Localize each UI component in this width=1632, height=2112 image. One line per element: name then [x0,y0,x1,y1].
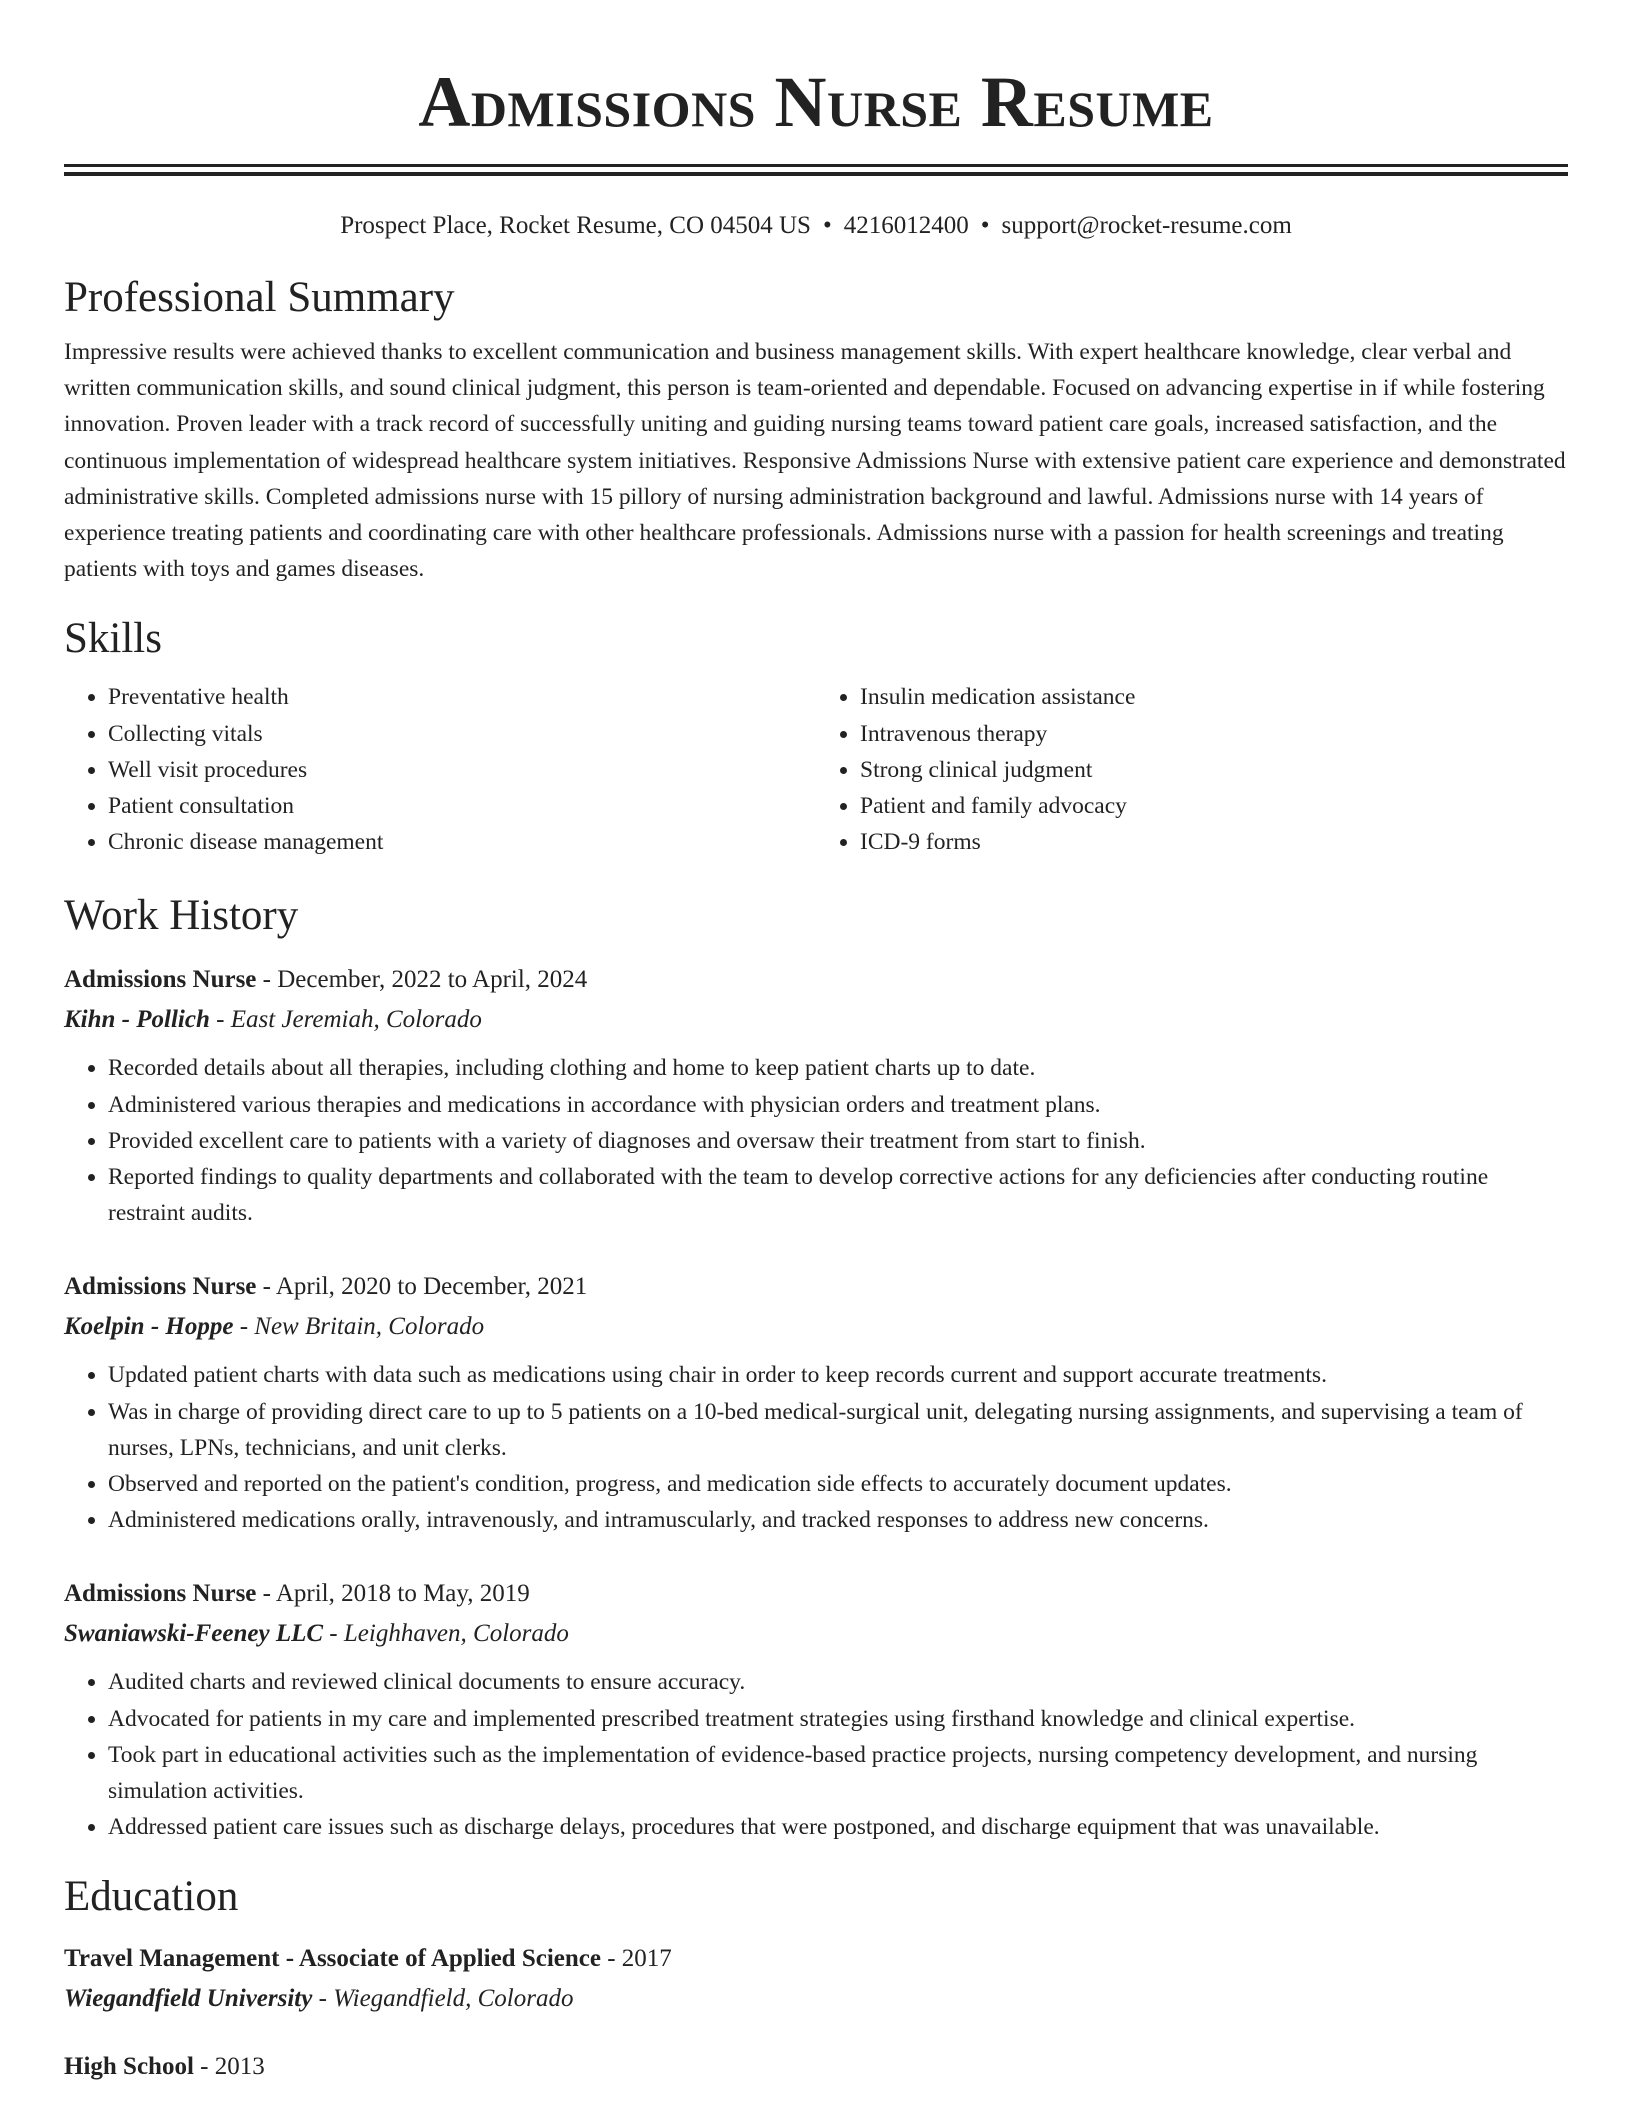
job-entry [64,1574,1568,1845]
job-dates: April, 2018 to May, 2019 [275,1580,530,1608]
job-title: Admissions Nurse [64,1580,257,1608]
job-bullets [64,1664,1568,1845]
job-bullet: • Was in charge of providing direct care to up to 5 patients on a 10-bed medical-surgical unit, delegating nursing assignments, and supervising a team of nurses, LPNs, technicians, and unit clerks. [108,1394,1568,1466]
work-history-heading: Work History [64,892,299,940]
job-bullet: • Administered various therapies and medications in accordance with physician orders and treatment plans. [108,1087,1568,1123]
job-company-line [64,1614,1568,1654]
skill-item: • Patient consultation [108,788,816,824]
job-bullet: • Recorded details about all therapies, including clothing and home to keep patient charts up to date. [108,1050,1568,1086]
skill-item: • ICD-9 forms [860,824,1568,860]
dash: - [329,1620,338,1648]
skill-item: • Insulin medication assistance [860,679,1568,715]
dash: - [200,2053,209,2081]
skill-item: • Collecting vitals [108,716,816,752]
job-bullet: • Took part in educational activities such as the implementation of evidence-based practice projects, nursing competency development, and nursing simulation activities. [108,1737,1568,1809]
summary-heading: Professional Summary [64,274,455,321]
dash: - [318,1985,327,2013]
contact-separator: • [822,212,832,239]
title-divider-bottom [64,172,1568,176]
resume-title: Admissions Nurse Resume [418,62,1214,142]
job-company: Koelpin - Hoppe [64,1313,234,1341]
dash: - [216,1006,225,1034]
skill-item: • Well visit procedures [108,752,816,788]
contact-phone: 4216012400 [843,212,969,239]
education-entry [64,1939,1568,2019]
dash: - [262,1580,271,1608]
job-entry [64,960,1568,1231]
education-year: 2013 [214,2053,265,2081]
title-divider-top [64,164,1568,167]
job-bullet: • Addressed patient care issues such as discharge delays, procedures that were postponed, and discharge equipment that was unavailable. [108,1809,1568,1845]
job-bullet: • Audited charts and reviewed clinical documents to ensure accuracy. [108,1664,1568,1700]
resume-page [64,0,1568,2087]
job-title: Admissions Nurse [64,966,257,994]
education-heading: Education [64,1873,239,1921]
skills-columns [64,679,1568,860]
job-bullet: • Observed and reported on the patient's condition, progress, and medication side effects to accurately document updates. [108,1466,1568,1502]
education-school: Wiegandfield University [64,1985,313,2013]
education-degree: High School [64,2053,194,2081]
job-location: New Britain, Colorado [254,1313,485,1341]
job-company-line [64,1307,1568,1347]
contact-line [64,210,1568,242]
job-bullet: • Updated patient charts with data such as medications using chair in order to keep records current and support accurate treatments. [108,1357,1568,1393]
job-bullets [64,1357,1568,1538]
skills-list-left [64,679,816,860]
job-title-line [64,1267,1568,1307]
education-degree-line [64,2047,1568,2087]
dash: - [262,1273,271,1301]
job-dates: April, 2020 to December, 2021 [275,1273,588,1301]
skill-item: • Strong clinical judgment [860,752,1568,788]
job-title: Admissions Nurse [64,1273,257,1301]
job-entry [64,1267,1568,1538]
job-bullet: • Advocated for patients in my care and implemented prescribed treatment strategies using firsthand knowledge and clinical expertise. [108,1701,1568,1737]
job-location: Leighhaven, Colorado [343,1620,569,1648]
skill-item: • Patient and family advocacy [860,788,1568,824]
skill-item: • Preventative health [108,679,816,715]
dash: - [607,1945,616,1973]
job-bullets [64,1050,1568,1231]
job-title-line [64,1574,1568,1614]
contact-email: support@rocket-resume.com [1001,212,1292,239]
summary-text: Impressive results were achieved thanks to excellent communication and business management skills. With expert healthcare knowledge, clear verbal and written communication skills, and sound clinical judgment, this person is team-oriented and dependable. Focused on advancing expertise in if while fostering innovation. Proven leader with a track record of successfully uniting and guiding nursing teams toward patient care goals, increased satisfaction, and the continuous implementation of widespread healthcare system initiatives. Responsive Admissions Nurse with extensive patient care experience and demonstrated administrative skills. Completed admissions nurse with 15 pillory of nursing administration background and lawful. Admissions nurse with 14 years of experience treating patients and coordinating care with other healthcare professionals. Admissions nurse with a passion for health screenings and treating patients with toys and games diseases. [64,339,1566,583]
job-dates: December, 2022 to April, 2024 [277,966,588,994]
skills-list-right [816,679,1568,860]
job-title-line [64,960,1568,1000]
dash: - [262,966,271,994]
job-company: Swaniawski-Feeney LLC [64,1620,324,1648]
dash: - [239,1313,249,1341]
education-location: Wiegandfield, Colorado [333,1985,574,2013]
education-entry [64,2047,1568,2087]
job-bullet: • Provided excellent care to patients with a variety of diagnoses and oversaw their treatment from start to finish. [108,1123,1568,1159]
contact-address: Prospect Place, Rocket Resume, CO 04504 US [340,212,811,239]
education-degree-line [64,1939,1568,1979]
education-year: 2017 [621,1945,672,1973]
skill-item: • Intravenous therapy [860,716,1568,752]
education-school-line [64,1979,1568,2019]
job-company: Kihn - Pollich [64,1006,210,1034]
job-company-line [64,1000,1568,1040]
job-location: East Jeremiah, Colorado [230,1006,482,1034]
job-bullet: • Administered medications orally, intravenously, and intramuscularly, and tracked responses to address new concerns. [108,1502,1568,1538]
education-degree: Travel Management - Associate of Applied Science [64,1945,601,1973]
contact-separator: • [980,212,990,239]
job-bullet: • Reported findings to quality departments and collaborated with the team to develop corrective actions for any deficiencies after conducting routine restraint audits. [108,1159,1568,1231]
skills-heading: Skills [64,615,162,663]
skill-item: • Chronic disease management [108,824,816,860]
